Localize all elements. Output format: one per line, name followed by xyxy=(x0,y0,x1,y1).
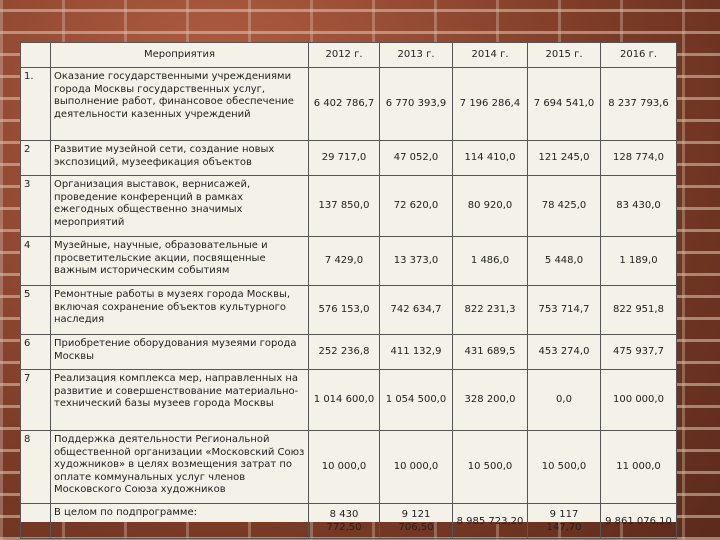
total-value-2015: 9 117 147,70 xyxy=(528,504,601,539)
row-activity: Организация выставок, вернисажей, проведение конференций в рамках ежегодных общественно значимых мероприятий xyxy=(51,176,309,237)
row-activity: Поддержка деятельности Региональной общественной организации «Московский Союз художников» в целях возмещения затрат по оплате коммунальных услуг членов Московского Союза художников xyxy=(51,431,309,504)
row-value-2015: 453 274,0 xyxy=(528,335,601,370)
header-cell-2015: 2015 г. xyxy=(528,43,601,68)
row-value-2015: 121 245,0 xyxy=(528,141,601,176)
row-number: 8 xyxy=(21,431,51,504)
total-value-2016: 9 861 076,10 xyxy=(601,504,677,539)
header-cell-2012: 2012 г. xyxy=(309,43,380,68)
row-activity: Развитие музейной сети, создание новых экспозиций, музеефикация объектов xyxy=(51,141,309,176)
row-value-2014: 114 410,0 xyxy=(453,141,528,176)
row-value-2015: 78 425,0 xyxy=(528,176,601,237)
row-activity: Оказание государственными учреждениями города Москвы государственных услуг, выполнение работ, финансовое обеспечение деятельности казенных учреждений xyxy=(51,68,309,141)
table-row xyxy=(21,176,677,237)
row-value-2013: 13 373,0 xyxy=(380,237,453,286)
row-value-2015: 753 714,7 xyxy=(528,286,601,335)
row-value-2016: 1 189,0 xyxy=(601,237,677,286)
row-value-2014: 80 920,0 xyxy=(453,176,528,237)
row-value-2012: 29 717,0 xyxy=(309,141,380,176)
row-value-2016: 8 237 793,6 xyxy=(601,68,677,141)
total-value-2014: 8 985 723,20 xyxy=(453,504,528,539)
row-value-2014: 10 500,0 xyxy=(453,431,528,504)
row-value-2014: 328 200,0 xyxy=(453,370,528,431)
row-value-2015: 10 500,0 xyxy=(528,431,601,504)
header-cell-2016: 2016 г. xyxy=(601,43,677,68)
row-value-2016: 822 951,8 xyxy=(601,286,677,335)
total-value-2013: 9 121 706,50 xyxy=(380,504,453,539)
row-value-2012: 252 236,8 xyxy=(309,335,380,370)
row-number: 1. xyxy=(21,68,51,141)
table-row xyxy=(21,431,677,504)
row-value-2013: 411 132,9 xyxy=(380,335,453,370)
row-value-2015: 5 448,0 xyxy=(528,237,601,286)
row-value-2014: 1 486,0 xyxy=(453,237,528,286)
total-row xyxy=(21,504,677,539)
table-row xyxy=(21,335,677,370)
row-value-2012: 7 429,0 xyxy=(309,237,380,286)
row-value-2016: 475 937,7 xyxy=(601,335,677,370)
row-value-2015: 0,0 xyxy=(528,370,601,431)
table-row xyxy=(21,68,677,141)
header-cell-activity: Мероприятия xyxy=(51,43,309,68)
row-value-2012: 137 850,0 xyxy=(309,176,380,237)
row-value-2012: 6 402 786,7 xyxy=(309,68,380,141)
budget-table-container xyxy=(20,42,676,533)
row-activity: Музейные, научные, образовательные и просветительские акции, посвященные важным историческим событиям xyxy=(51,237,309,286)
row-value-2013: 1 054 500,0 xyxy=(380,370,453,431)
table-row xyxy=(21,370,677,431)
row-activity: Реализация комплекса мер, направленных на развитие и совершенствование материально-технический базы музеев города Москвы xyxy=(51,370,309,431)
row-number: 7 xyxy=(21,370,51,431)
total-number-cell xyxy=(21,504,51,539)
header-cell-2013: 2013 г. xyxy=(380,43,453,68)
row-value-2013: 742 634,7 xyxy=(380,286,453,335)
row-number: 4 xyxy=(21,237,51,286)
total-label: В целом по подпрограмме: xyxy=(51,504,309,539)
budget-table xyxy=(20,42,677,539)
row-value-2014: 431 689,5 xyxy=(453,335,528,370)
row-value-2013: 72 620,0 xyxy=(380,176,453,237)
header-cell-2014: 2014 г. xyxy=(453,43,528,68)
row-number: 5 xyxy=(21,286,51,335)
row-value-2016: 83 430,0 xyxy=(601,176,677,237)
total-value-2012: 8 430 772,50 xyxy=(309,504,380,539)
row-value-2015: 7 694 541,0 xyxy=(528,68,601,141)
row-number: 6 xyxy=(21,335,51,370)
table-row xyxy=(21,141,677,176)
header-row xyxy=(21,43,677,68)
row-value-2014: 822 231,3 xyxy=(453,286,528,335)
row-activity: Приобретение оборудования музеями города Москвы xyxy=(51,335,309,370)
row-activity: Ремонтные работы в музеях города Москвы, включая сохранение объектов культурного наследия xyxy=(51,286,309,335)
row-value-2012: 1 014 600,0 xyxy=(309,370,380,431)
row-value-2012: 576 153,0 xyxy=(309,286,380,335)
table-row xyxy=(21,286,677,335)
row-value-2013: 10 000,0 xyxy=(380,431,453,504)
table-row xyxy=(21,237,677,286)
row-value-2016: 100 000,0 xyxy=(601,370,677,431)
row-value-2013: 6 770 393,9 xyxy=(380,68,453,141)
row-value-2012: 10 000,0 xyxy=(309,431,380,504)
row-value-2016: 11 000,0 xyxy=(601,431,677,504)
row-value-2013: 47 052,0 xyxy=(380,141,453,176)
row-number: 2 xyxy=(21,141,51,176)
row-value-2016: 128 774,0 xyxy=(601,141,677,176)
row-number: 3 xyxy=(21,176,51,237)
header-cell-num xyxy=(21,43,51,68)
row-value-2014: 7 196 286,4 xyxy=(453,68,528,141)
